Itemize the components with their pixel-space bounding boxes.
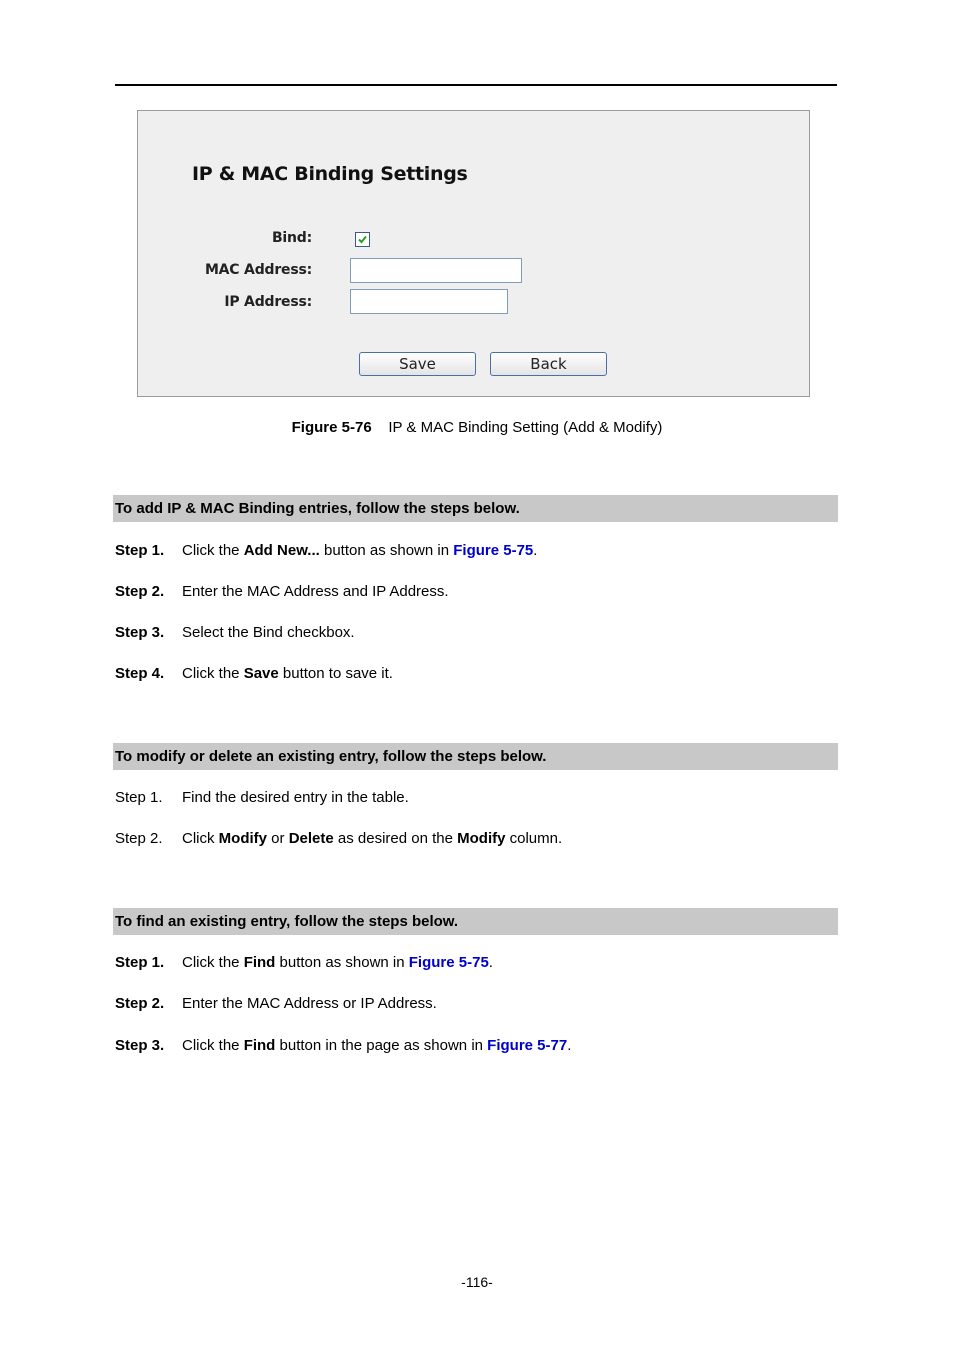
add-step-2: Step 2. Enter the MAC Address and IP Address. bbox=[115, 583, 449, 600]
figure-link[interactable]: Figure 5-77 bbox=[487, 1037, 568, 1054]
section-heading-add: To add IP & MAC Binding entries, follow the steps below. bbox=[113, 495, 838, 522]
add-step-4: Step 4. Click the Save button to save it. bbox=[115, 665, 393, 682]
settings-screenshot bbox=[137, 110, 810, 397]
figure-number: Figure 5-76 bbox=[291, 419, 372, 436]
ip-address-label: IP Address: bbox=[224, 294, 312, 310]
bind-label: Bind: bbox=[271, 230, 312, 246]
modify-step-2: Step 2. Click Modify or Delete as desired on the Modify column. bbox=[115, 830, 563, 847]
figure-link[interactable]: Figure 5-75 bbox=[453, 542, 534, 559]
modify-step-1: Step 1. Find the desired entry in the table. bbox=[115, 789, 409, 806]
bind-checkbox[interactable] bbox=[355, 232, 370, 247]
header-rule bbox=[115, 84, 837, 86]
figure-caption bbox=[0, 419, 954, 436]
section-heading-find: To find an existing entry, follow the steps below. bbox=[113, 908, 838, 935]
page-number: -116- bbox=[461, 1274, 493, 1290]
save-button[interactable]: Save bbox=[359, 352, 476, 376]
check-icon bbox=[357, 234, 368, 245]
find-step-3: Step 3. Click the Find button in the page as shown in Figure 5-77. bbox=[115, 1037, 572, 1054]
mac-address-input[interactable] bbox=[350, 258, 522, 283]
add-step-3: Step 3. Select the Bind checkbox. bbox=[115, 624, 355, 641]
figure-caption-text: IP & MAC Binding Setting (Add & Modify) bbox=[388, 419, 663, 436]
mac-address-label: MAC Address: bbox=[204, 262, 312, 278]
find-step-2: Step 2. Enter the MAC Address or IP Address. bbox=[115, 995, 437, 1012]
add-step-1: Step 1. Click the Add New... button as shown in Figure 5-75. bbox=[115, 542, 538, 559]
ip-address-input[interactable] bbox=[350, 289, 508, 314]
figure-link[interactable]: Figure 5-75 bbox=[408, 954, 489, 971]
back-button[interactable]: Back bbox=[490, 352, 607, 376]
settings-title: IP & MAC Binding Settings bbox=[192, 163, 468, 185]
find-step-1: Step 1. Click the Find button as shown in Figure 5-75. bbox=[115, 954, 493, 971]
section-heading-modify: To modify or delete an existing entry, follow the steps below. bbox=[113, 743, 838, 770]
